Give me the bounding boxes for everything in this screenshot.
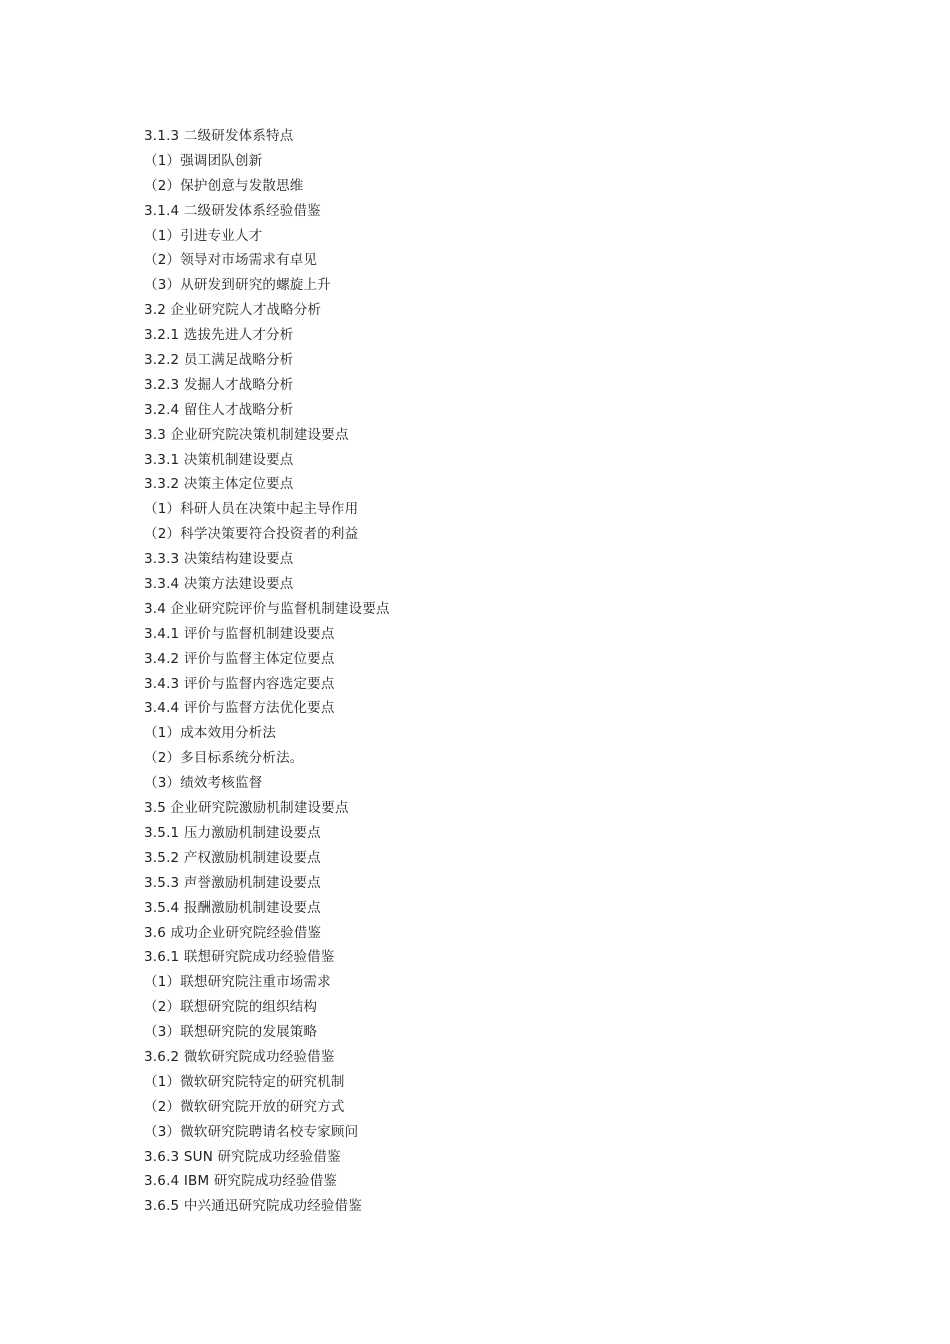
- toc-line: （1）科研人员在决策中起主导作用: [144, 501, 359, 518]
- toc-line: 3.6.3 SUN 研究院成功经验借鉴: [144, 1148, 341, 1165]
- toc-line: 3.6.4 IBM 研究院成功经验借鉴: [144, 1173, 338, 1190]
- toc-line: 3.5.3 声誉激励机制建设要点: [144, 874, 321, 891]
- toc-line: 3.2.3 发掘人才战略分析: [144, 376, 294, 393]
- toc-line: 3.4.2 评价与监督主体定位要点: [144, 650, 335, 667]
- toc-line: （3）微软研究院聘请名校专家顾问: [144, 1123, 359, 1140]
- toc-line: 3.4.1 评价与监督机制建设要点: [144, 625, 335, 642]
- toc-line: （2）联想研究院的组织结构: [144, 999, 318, 1016]
- toc-line: （2）保护创意与发散思维: [144, 177, 304, 194]
- toc-line: 3.5.4 报酬激励机制建设要点: [144, 899, 321, 916]
- toc-line: （1）强调团队创新: [144, 152, 263, 169]
- toc-line: （1）成本效用分析法: [144, 725, 277, 742]
- toc-line: （3）绩效考核监督: [144, 775, 263, 792]
- toc-line: 3.6.1 联想研究院成功经验借鉴: [144, 949, 335, 966]
- toc-line: （2）微软研究院开放的研究方式: [144, 1098, 345, 1115]
- toc-line: （1）微软研究院特定的研究机制: [144, 1073, 345, 1090]
- toc-line: 3.4 企业研究院评价与监督机制建设要点: [144, 600, 390, 617]
- toc-line: 3.4.3 评价与监督内容选定要点: [144, 675, 335, 692]
- toc-line: 3.1.3 二级研发体系特点: [144, 128, 294, 144]
- toc-line: （2）多目标系统分析法。: [144, 750, 304, 767]
- toc-line: 3.3.4 决策方法建设要点: [144, 576, 294, 593]
- toc-line: （2）科学决策要符合投资者的利益: [144, 526, 359, 543]
- toc-line: 3.3.1 决策机制建设要点: [144, 451, 294, 468]
- toc-line: 3.2.4 留住人才战略分析: [144, 401, 294, 418]
- toc-line: （1）联想研究院注重市场需求: [144, 974, 331, 991]
- toc-line: 3.5.2 产权激励机制建设要点: [144, 849, 321, 866]
- toc-line: （2）领导对市场需求有卓见: [144, 252, 318, 269]
- toc-line: 3.2.2 员工满足战略分析: [144, 352, 294, 369]
- toc-line: （3）从研发到研究的螺旋上升: [144, 277, 331, 294]
- toc-line: 3.3.2 决策主体定位要点: [144, 476, 294, 493]
- toc-line: 3.6.2 微软研究院成功经验借鉴: [144, 1048, 335, 1065]
- toc-line: 3.6 成功企业研究院经验借鉴: [144, 924, 322, 941]
- toc-line: （3）联想研究院的发展策略: [144, 1024, 318, 1041]
- toc-line: 3.4.4 评价与监督方法优化要点: [144, 700, 335, 717]
- toc-line: 3.1.4 二级研发体系经验借鉴: [144, 202, 321, 219]
- toc-line: 3.6.5 中兴通迅研究院成功经验借鉴: [144, 1198, 362, 1215]
- toc-line: 3.3.3 决策结构建设要点: [144, 551, 294, 568]
- toc-line: 3.5.1 压力激励机制建设要点: [144, 824, 321, 841]
- table-of-contents: [144, 124, 844, 1219]
- toc-line: 3.5 企业研究院激励机制建设要点: [144, 800, 349, 817]
- toc-line: （1）引进专业人才: [144, 227, 263, 244]
- toc-line: 3.2 企业研究院人才战略分析: [144, 302, 322, 319]
- toc-line: 3.3 企业研究院决策机制建设要点: [144, 426, 349, 443]
- toc-line: 3.2.1 选拔先进人才分析: [144, 327, 294, 344]
